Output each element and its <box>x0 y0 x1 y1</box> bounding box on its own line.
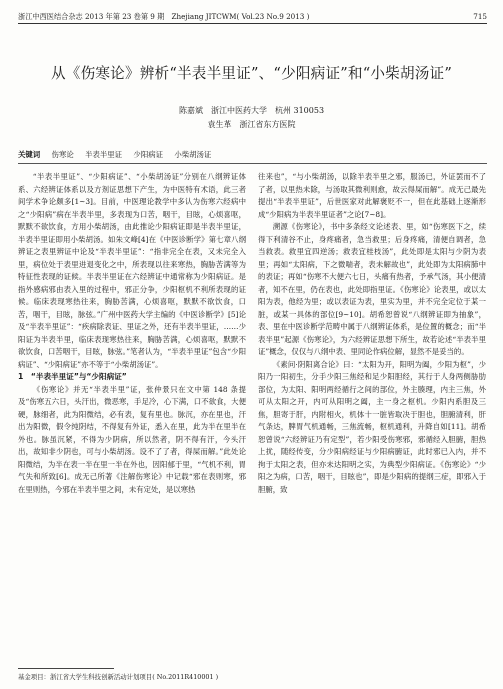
author-block <box>0 104 503 132</box>
left-column <box>18 171 246 496</box>
keyword: 伤寒论 <box>51 150 74 159</box>
paragraph: 《伤寒论》并无“半表半里”证，张仲景只在文中第 148 条提及“伤寒五六日，头汗出，微恶寒，手足冷，心下满，口不欲食，大便硬，脉细者，此为阳微结，必有表，复有里也。脉沉，亦在里也，汗出为阳微，假令纯阴结，不得复有外证，悉入在里，此为半在里半在外也。脉虽沉紧，不得为少阴病，所以然者，阴不得有汗，今头汗出，故知非少阴也，可与小柴胡汤。设不了了者，得屎而解。”此处论阳微结，为半在表一半在里一半在外也，因阳郁于里，“气机不利，胃气失和所致[6]。成无己所著《注解伤寒论》中记载“邪在表则寒，邪在里则热，今邪在半表半里之间，未有定处，是以寒热 <box>18 384 246 494</box>
funding-footnote: 基金项目：浙江省大学生科技创新活动计划项目( No.2011R410001 ) <box>18 673 219 681</box>
right-column <box>258 171 486 496</box>
paragraph: 《素问·阴阳离合论》曰：“太阳为开，阳明为阖，少阳为枢”，少阳乃一阳初生，分手少阳三焦经和足少阳胆经，其行于人身两侧胁肋部位，为太阳、阳明两经循行之间的部位，外主腠理，内主三焦，外可从太阳之开，内可从阳明之阖，主一身之枢机。少阳内系胆及三焦，胆寄于肝，内附相火，机体十一脏皆取决于胆也，胆腑清利，肝气条达，脾胃气机通畅，三焦流畅，枢机通利，升降自如[11]。胡希恕曾说“六经辨证乃有定型”，若少阳受伤寒邪，邪循经入胆腑，胆热上扰，随经传变，分少阳病经证与少阳病腑证，此时邪已入内，并不拘于太阳之表，但亦未达阳明之实，为典型少阳病证。《伤寒论》“少阳之为病，口苦，咽干，目眩也”，即是少阳病的提纲三症，即邪入于胆腑，致 <box>258 359 486 494</box>
journal-header: 浙江中西医结合杂志 2013 年第 23 卷第 9 期 Zhejiang JITCWM( Vol.23 No.9 2013 ) <box>18 12 310 21</box>
keywords-line <box>18 149 220 160</box>
keyword: 半表半里证 <box>85 150 123 159</box>
article-title: 从《伤寒论》辨析“半表半里证”、“少阳病证”和“小柴胡汤证” <box>50 65 453 82</box>
keyword: 小柴胡汤证 <box>174 150 212 159</box>
footnote-rule <box>18 668 114 669</box>
section-heading: 1 “半表半里证”与“少阳病证” <box>18 372 127 381</box>
author-line: 陈嘉斌 浙江中医药大学 杭州 310053 <box>178 106 325 115</box>
paragraph: 往来也”，“与小柴胡汤，以除半表半里之邪，服汤已，外证罢而不了了者，以里热未除，与汤取其微利则愈，故云得屎而解”。成无己最先提出“半表半里证”，后世医家对此解褒贬不一，但在此基础上逐渐形成“少阳病为半表半里证者”之论[7~8]。 <box>258 172 486 219</box>
keywords-rule <box>18 163 487 164</box>
paragraph: 溯源《伤寒论》，书中多条经文论述表、里，如“伤寒医下之，续得下利清谷不止，身疼痛者，急当救里；后身疼痛，清便自调者，急当救表。救里宜四逆汤；救表宜桂枝汤”，此处即是太阳与少阴为表里；再如“太阳病，下之微喘者，表未解故也”，此处即为太阳病肺中的表证；再如“伤寒不大便六七日，头痛有热者，予承气汤，其小便清者，知不在里，仍在表也，此处即指里证。《伤寒论》论表里，或以太阳为表，他经为里；或以表证为表，里实为里，并不完全定位于某一脏，或某一具体的部位[9~10]。胡希恕曾说“八纲辨证即为抽象”，表、里在中医诊断学范畴中属于八纲辨证体系，是位置的概念；而“半表半里”起源《伤寒论》，为六经辨证思想下所生，故若论述“半表半里证”概念，仅仅与八纲中表、里同论作病位解，显然不是妥当的。 <box>258 222 486 356</box>
page-number: 715 <box>473 12 487 21</box>
keywords-label: 关键词 <box>18 150 41 159</box>
header-rule <box>18 23 487 24</box>
keyword: 少阳病证 <box>133 150 163 159</box>
author-line: 袁生革 浙江省东方医院 <box>207 120 296 129</box>
paragraph: “半表半里证”、“少阳病证”、“小柴胡汤证”分别在八纲辨证体系、六经辨证体系以及方剂证思想下产生，为中医特有术语，此三者间学术争论颇多[1~3]。目前，中医理论教学中多认为伤寒六经病中之“少阳病”病在半表半里，多表现为口苦，咽干，目眩，心烦喜呕，默默不欲饮食，方用小柴胡汤，由此推论少阳病证即是半表半里证，半表半里证即用小柴胡汤。如朱文峰[4]在《中医诊断学》第七章八纲辨证之表里辨证中论及“半表半里证”：“指非完全在表，又未完全入里，病位处于表里进退变化之中，所表现以往来寒热，胸胁苦满等为特征性表现的证候。半表半里证在六经辨证中通常称为少阳病证。是指外感病邪由表入里的过程中，邪正分争，少阳枢机不利所表现的证候。临床表现寒热往来，胸胁苦满，心烦喜呕，默默不欲饮食，口苦，咽干，目眩，脉弦。”广州中医药大学主编的《中医诊断学》[5]论及“半表半里证”：“疾病除表证、里证之外，还有半表半里证，……少阳证为半表半里，临床表现寒热往来，胸胁苦满，心烦喜呕，默默不欲饮食，口苦咽干，目眩，脉弦。”笔者认为，“半表半里证”包含“少阳病证”、“少阳病证”亦不等于“小柴胡汤证”。 <box>18 172 246 369</box>
